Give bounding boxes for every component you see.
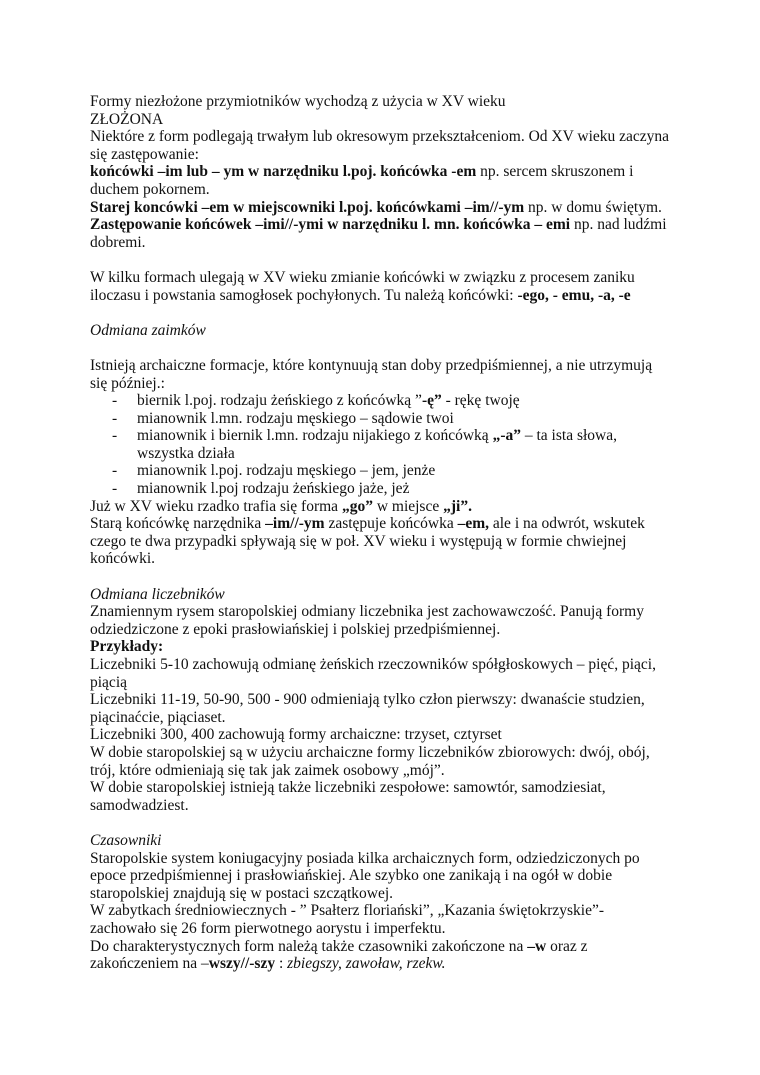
paragraph-koncowki-miejscownik: [90, 199, 670, 217]
paragraph-zachowawczosc: Znamiennym rysem staropolskiej odmiany liczebnika jest zachowawczość. Panują formy odziedziczone z epoki prasłowiańskiej i polskiej przedpiśmiennej.: [90, 603, 644, 638]
plain-text: np. sercem skruszonem i duchem pokornem.: [90, 163, 634, 198]
list-item: - mianownik l.mn. rodzaju męskiego – sądowie twoi: [90, 410, 670, 428]
paragraph-intro: Formy niezłożone przymiotników wychodzą z użycia w XV wieku: [90, 93, 506, 110]
paragraph-zabytki: W zabytkach średniowiecznych - ” Psałterz floriański”, „Kazania świętokrzyskie”- zachowało się 26 form pierwotnego aorystu i imperfektu.: [90, 902, 605, 937]
list-item: - mianownik l.poj rodzaju żeńskiego jaże, jeż: [90, 480, 670, 498]
paragraph-koniugacja: Staropolskie system koniugacyjny posiada kilka archaicznych form, odziedziczonych po epoce przedpiśmiennej i prasłowiańskiej. Ale szybko one zanikają i na ogół w dobie staropolskiej znajdują się w postaci szczątkowej.: [90, 849, 640, 902]
paragraph-liczebniki-300-400: Liczebniki 300, 400 zachowują formy archaiczne: trzyset, cztyrset: [90, 726, 502, 744]
paragraph-forma-go: Już w XV wieku rzadko trafia się forma „go” w miejsce „ji”.: [90, 497, 472, 515]
bold-text: końcówki –im lub – ym w narzędniku l.poj. końcówka -em: [90, 163, 477, 181]
paragraph-liczebniki-zespolowe: W dobie staropolskiej istnieją także liczebniki zespołowe: samowtór, samodziesiat, samodwadziest.: [90, 779, 606, 814]
heading-odmiana-liczebnikow: Odmiana liczebników: [90, 585, 225, 603]
paragraph-narzednik: Starą końcówkę narzędnika –im//-ym zastępuje końcówka –em, ale i na odwrót, wskutek czego te dwa przypadki spływają się w poł. XV wieku i występują w formie chwiejnej końcówki.: [90, 515, 645, 568]
bold-text: Zastępowanie końcówek –imi//-ymi w narzędniku l. mn. końcówka – emi: [90, 216, 571, 234]
list-item: - mianownik i biernik l.mn. rodzaju nijakiego z końcówką „-a” – ta ista słowa, wszystka działa: [90, 427, 670, 462]
paragraph-iloczas: [90, 269, 670, 304]
paragraph-koncowki-mn: [90, 216, 670, 251]
heading-odmiana-zaimkow: Odmiana zaimków: [90, 321, 206, 339]
paragraph-liczebniki-11-19: Liczebniki 11-19, 50-90, 500 - 900 odmieniają tylko człon pierwszy: dwanaście studzien, piącinaćcie, piąciaset.: [90, 691, 645, 726]
bold-text: -ego, - emu, -a, -e: [517, 286, 631, 304]
paragraph-liczebniki-5-10: Liczebniki 5-10 zachowują odmianę żeńskich rzeczowników spółgłoskowych – pięć, piąci, piącią: [90, 656, 656, 691]
heading-zlozona: ZŁOŻONA: [90, 110, 164, 128]
paragraph-przeksztalcenia: Niektóre z form podlegają trwałym lub okresowym przekształceniom. Od XV wieku zaczyna się zastępowanie:: [90, 128, 670, 163]
heading-przyklady: Przykłady:: [90, 638, 164, 656]
list-item: - mianownik l.poj. rodzaju męskiego – jem, jenże: [90, 462, 670, 480]
paragraph-formacje: Istnieją archaiczne formacje, które kontynuują stan doby przedpiśmiennej, a nie utrzymują się później.:: [90, 356, 653, 392]
plain-text: np. w domu świętym.: [524, 198, 662, 216]
plain-text: np. nad ludźmi dobremi.: [90, 216, 667, 251]
heading-czasowniki: Czasowniki: [90, 831, 162, 849]
paragraph-zakonczenia: Do charakterystycznych form należą także czasowniki zakończone na –w oraz z zakończeniem na –wszy//-szy : zbiegszy, zawoław, rzekw.: [90, 937, 588, 973]
bold-text: Starej koncówki –em w miejscowniki l.poj. końcówkami –im//-ym: [90, 198, 525, 216]
document-page: [90, 93, 670, 973]
list-item: - biernik l.poj. rodzaju żeńskiego z końcówką ”-ę” - rękę twoję: [90, 392, 670, 410]
plain-text: W kilku formach ulegają w XV wieku zmianie końcówki w związku z procesem zaniku iloczasu i powstania samogłosek pochyłonych. Tu należą końcówki:: [90, 268, 635, 304]
paragraph-liczebniki-zbiorowe: W dobie staropolskiej są w użyciu archaiczne formy liczebników zbiorowych: dwój, obój, trój, które odmieniają się tak jak zaimek osobowy „mój”.: [90, 743, 650, 779]
zaimki-list: [90, 392, 670, 498]
paragraph-koncowki-narzednik: [90, 163, 670, 198]
